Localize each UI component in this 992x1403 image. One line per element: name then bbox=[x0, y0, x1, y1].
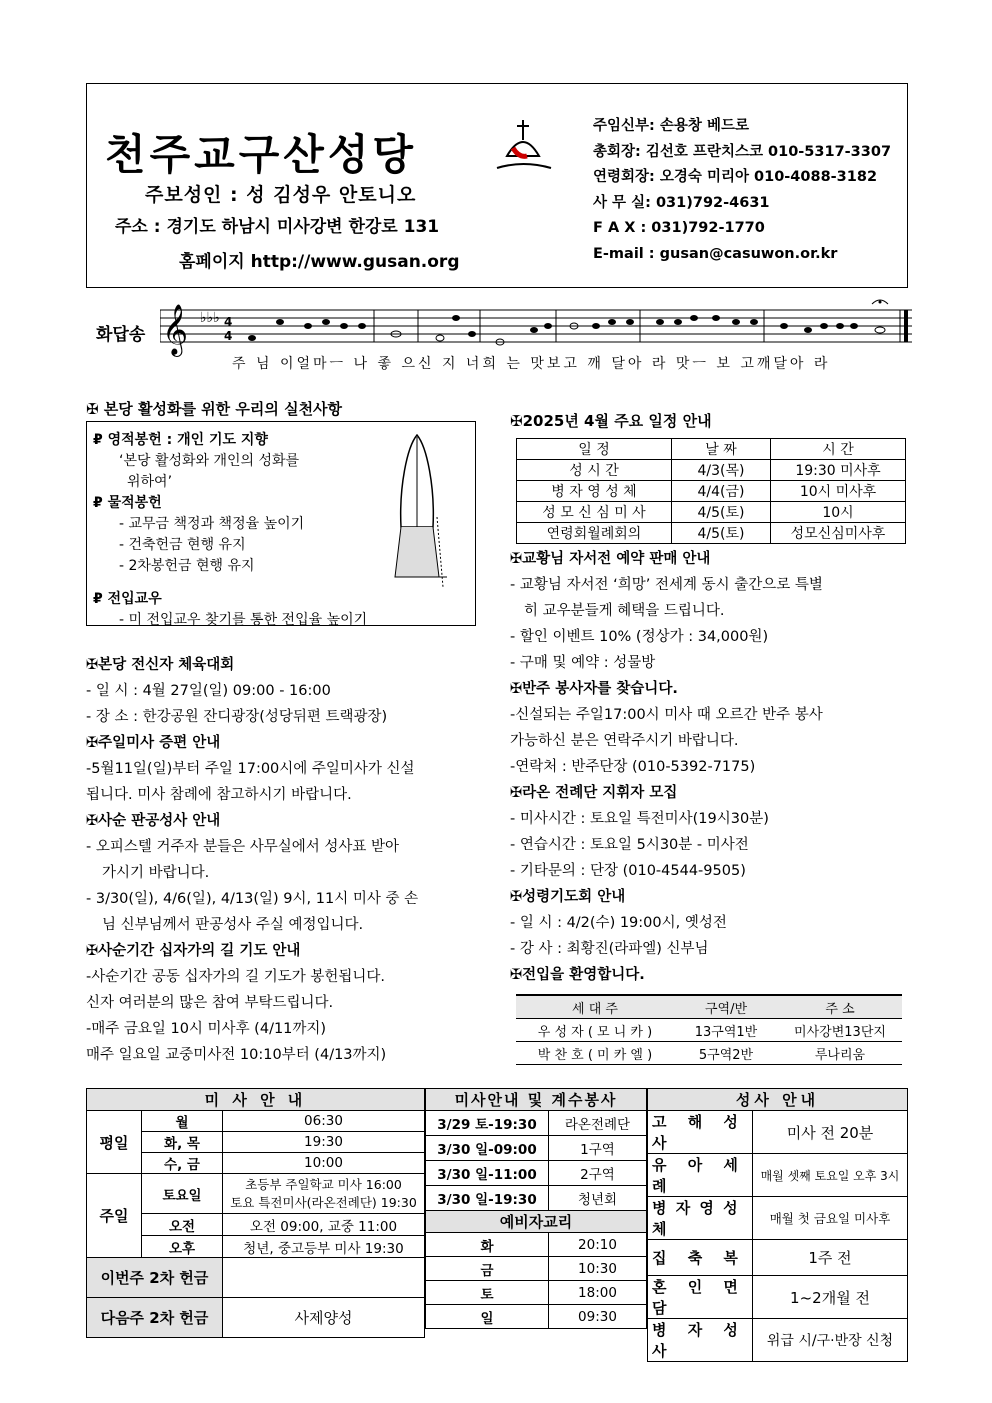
material-offering: 물적봉헌 bbox=[107, 495, 162, 511]
table-cell: 라온전례단 bbox=[549, 1111, 647, 1136]
church-title: 천주교구산성당 bbox=[105, 130, 418, 179]
notice-line: -신설되는 주일17:00시 미사 때 오르간 반주 봉사 bbox=[510, 707, 823, 723]
praying-hands-icon bbox=[377, 427, 457, 592]
notice-line: - 장 소 : 한강공원 잔디광장(성당뒤편 트랙광장) bbox=[86, 709, 388, 725]
table-cell: 3/30 일-19:30 bbox=[426, 1186, 549, 1211]
table-cell: 09:30 bbox=[549, 1305, 647, 1329]
cross-icon: ✠ bbox=[86, 735, 99, 751]
table-cell bbox=[223, 1258, 425, 1298]
svg-text:♭♭♭: ♭♭♭ bbox=[200, 310, 220, 326]
cross-icon: ✠ bbox=[510, 681, 523, 697]
table-cell: 연령회월례회의 bbox=[517, 523, 672, 544]
table-cell: 1주 전 bbox=[753, 1240, 908, 1276]
table-cell: 위급 시/구·반장 신청 bbox=[753, 1319, 908, 1362]
table-cell: 토 bbox=[426, 1281, 549, 1305]
notice-line: 매주 일요일 교중미사전 10:10부터 (4/13까지) bbox=[86, 1047, 387, 1063]
table-cell: 4/5(토) bbox=[672, 502, 771, 523]
table-cell: 유 아 세 례 bbox=[648, 1154, 753, 1197]
table-row bbox=[517, 502, 906, 523]
notice-line: - 일 시 : 4월 27일(일) 09:00 - 16:00 bbox=[86, 683, 331, 699]
table-cell: 토요일 bbox=[142, 1174, 223, 1214]
pope-book-heading: ✠교황님 자서전 예약 판매 안내 bbox=[510, 551, 711, 567]
conductor-heading: ✠라온 전례단 지휘자 모집 bbox=[510, 785, 678, 801]
table-cell: 미사 전 20분 bbox=[753, 1111, 908, 1154]
contact-list bbox=[593, 114, 891, 267]
notice-line: - 연습시간 : 토요일 5시30분 - 미사전 bbox=[510, 837, 749, 853]
bulletin-header bbox=[86, 83, 908, 288]
cross-icon: ✠ bbox=[510, 889, 523, 905]
welcome-heading: ✠전입을 환영합니다. bbox=[510, 967, 645, 983]
lent-confession-heading: ✠사순 판공성사 안내 bbox=[86, 813, 221, 829]
notice-line: - 미사시간 : 토요일 특전미사(19시30분) bbox=[510, 811, 769, 827]
table-cell: 오전 09:00, 교중 11:00 bbox=[223, 1214, 425, 1236]
table-cell: 19:30 미사후 bbox=[771, 460, 906, 481]
table-row bbox=[516, 1042, 902, 1065]
practice-line: - 2차봉헌금 현행 유지 bbox=[119, 558, 255, 574]
practice-line: - 건축헌금 현행 유지 bbox=[119, 537, 246, 553]
table-cell: 수, 금 bbox=[142, 1153, 223, 1174]
table-cell: 3/29 토-19:30 bbox=[426, 1111, 549, 1136]
column-header: 일 정 bbox=[517, 439, 672, 460]
table-cell: 10시 bbox=[771, 502, 906, 523]
notice-line: 신자 여러분의 많은 참여 부탁드립니다. bbox=[86, 995, 334, 1011]
notice-line: 됩니다. 미사 참례에 참고하시기 바랍니다. bbox=[86, 787, 352, 803]
table-cell: 청년회 bbox=[549, 1186, 647, 1211]
mass-table bbox=[86, 1088, 425, 1338]
table-header bbox=[517, 439, 906, 460]
catechumen-heading: 예비자교리 bbox=[426, 1211, 647, 1233]
table-row bbox=[517, 481, 906, 502]
svg-text:4: 4 bbox=[224, 315, 233, 329]
table-cell: 10:30 bbox=[549, 1257, 647, 1281]
cross-icon: ✠ bbox=[510, 785, 523, 801]
service-heading: 미사안내 및 계수봉사 bbox=[426, 1089, 647, 1111]
notice-line: -5월11일(일)부터 주일 17:00시에 주일미사가 신설 bbox=[86, 761, 415, 777]
table-cell: 18:00 bbox=[549, 1281, 647, 1305]
table-cell: 20:10 bbox=[549, 1233, 647, 1257]
table-cell: 3/30 일-09:00 bbox=[426, 1136, 549, 1161]
notice-line: -연락처 : 반주단장 (010-5392-7175) bbox=[510, 759, 756, 775]
cross-icon: ✠ bbox=[510, 412, 523, 430]
newcomer-table bbox=[516, 994, 902, 1065]
notice-line: -매주 금요일 10시 미사후 (4/11까지) bbox=[86, 1021, 327, 1037]
office-phone: 사 무 실: 031)792-4631 bbox=[593, 194, 770, 211]
notice-line: 가능하신 분은 연락주시기 바랍니다. bbox=[510, 733, 739, 749]
practice-line: ‘본당 활성화와 개인의 성화를 bbox=[119, 453, 300, 469]
table-cell: 성 모 신 심 미 사 bbox=[517, 502, 672, 523]
notice-line: - 할인 이벤트 10% (정상가 : 34,000원) bbox=[510, 629, 769, 645]
psalm-label: 화답송 bbox=[96, 325, 146, 345]
table-cell: 2구역 bbox=[549, 1161, 647, 1186]
notice-line: - 기타문의 : 단장 (010-4544-9505) bbox=[510, 863, 746, 879]
table-cell: 10:00 bbox=[223, 1153, 425, 1174]
homepage-link[interactable]: 홈페이지 http://www.gusan.org bbox=[179, 252, 460, 272]
notice-line: - 일 시 : 4/2(수) 19:00시, 옛성전 bbox=[510, 915, 727, 931]
table-cell: 미사강변13단지 bbox=[778, 1019, 902, 1042]
schedule-heading: ✠2025년 4월 주요 일정 안내 bbox=[510, 412, 712, 430]
table-cell: 오전 bbox=[142, 1214, 223, 1236]
column-header: 날 짜 bbox=[672, 439, 771, 460]
notice-line: -사순기간 공동 십자가의 길 기도가 봉헌됩니다. bbox=[86, 969, 386, 985]
patron-saint: 주보성인 : 성 김성우 안토니오 bbox=[145, 184, 417, 206]
sunday-label: 주일 bbox=[87, 1174, 142, 1258]
table-cell: 화, 목 bbox=[142, 1132, 223, 1153]
church-logo-icon bbox=[493, 116, 553, 176]
notice-line: - 3/30(일), 4/6(일), 4/13(일) 9시, 11시 미사 중 손 bbox=[86, 891, 419, 907]
notice-line: 가시기 바랍니다. bbox=[102, 865, 210, 881]
prayer-meeting-heading: ✠성령기도회 안내 bbox=[510, 889, 626, 905]
notice-line: 님 신부님께서 판공성사 주실 예정입니다. bbox=[102, 917, 364, 933]
table-cell: 박 찬 호 ( 미 카 엘 ) bbox=[516, 1042, 674, 1065]
table-cell: 월 bbox=[142, 1111, 223, 1132]
left-sections bbox=[86, 652, 486, 1068]
email-address[interactable]: E-mail : gusan@casuwon.or.kr bbox=[593, 245, 838, 262]
service-table bbox=[425, 1088, 647, 1329]
sacrament-table bbox=[647, 1088, 908, 1362]
cross-icon: ✠ bbox=[86, 400, 104, 418]
table-cell: 1~2개월 전 bbox=[753, 1276, 908, 1319]
practice-line: 위하여’ bbox=[127, 474, 173, 490]
right-sections bbox=[510, 546, 910, 988]
church-address: 주소 : 경기도 하남시 미사강변 한강로 131 bbox=[115, 217, 440, 237]
spiritual-offering: 영적봉헌 : 개인 기도 지향 bbox=[107, 432, 268, 448]
table-cell: 19:30 bbox=[223, 1132, 425, 1153]
cross-icon: ✠ bbox=[86, 657, 99, 673]
column-header: 세 대 주 bbox=[516, 995, 674, 1019]
practice-box bbox=[86, 421, 476, 626]
notice-line: - 교황님 자서전 ‘희망’ 전세계 동시 출간으로 특별 bbox=[510, 577, 823, 593]
table-cell: 청년, 중고등부 미사 19:30 bbox=[223, 1236, 425, 1258]
collection-next-week: 다음주 2차 헌금 bbox=[87, 1298, 223, 1338]
schedule-table bbox=[516, 438, 906, 544]
table-cell: 4/3(목) bbox=[672, 460, 771, 481]
table-cell: 고 해 성 사 bbox=[648, 1111, 753, 1154]
table-cell: 일 bbox=[426, 1305, 549, 1329]
cross-icon: ✠ bbox=[86, 813, 99, 829]
table-cell: 10시 미사후 bbox=[771, 481, 906, 502]
table-cell: 성 시 간 bbox=[517, 460, 672, 481]
table-cell: 오후 bbox=[142, 1236, 223, 1258]
table-cell: 매월 첫 금요일 미사후 bbox=[753, 1197, 908, 1240]
table-cell: 3/30 일-11:00 bbox=[426, 1161, 549, 1186]
fax-number: F A X : 031)792-1770 bbox=[593, 220, 765, 236]
sunday-mass-heading: ✠주일미사 증편 안내 bbox=[86, 735, 221, 751]
table-cell: 화 bbox=[426, 1233, 549, 1257]
practice-line: - 미 전입교우 찾기를 통한 전입율 높이기 bbox=[119, 612, 368, 628]
notice-line: 히 교우분들게 혜택을 드립니다. bbox=[524, 603, 725, 619]
table-cell: 5구역2반 bbox=[674, 1042, 778, 1065]
mass-heading: 미 사 안 내 bbox=[87, 1089, 425, 1111]
memorial-contact: 연령회장: 오경숙 미리아 010-4088-3182 bbox=[593, 169, 878, 185]
svg-text:𝄞: 𝄞 bbox=[162, 304, 189, 355]
psalm-lyrics: 주 님 이얼마ㅡ 나 좋 으신 지 너희 는 맛보고 깨 달아 라 맛ㅡ 보 고깨달아 라 bbox=[232, 356, 831, 372]
pastor-contact: 주임신부: 손용창 베드로 bbox=[593, 118, 749, 134]
sacrament-heading: 성사 안내 bbox=[648, 1089, 908, 1111]
organist-heading: ✠반주 봉사자를 찾습니다. bbox=[510, 681, 678, 697]
cross-icon: ✠ bbox=[86, 943, 99, 959]
notice-line: - 오피스텔 거주자 분들은 사무실에서 성사표 받아 bbox=[86, 839, 400, 855]
column-header: 주 소 bbox=[778, 995, 902, 1019]
table-cell: 매월 셋째 토요일 오후 3시 bbox=[753, 1154, 908, 1197]
won-icon: ₽ bbox=[93, 495, 108, 511]
practice-line: - 교무금 책정과 책정율 높이기 bbox=[119, 516, 305, 532]
notice-line: - 강 사 : 최황진(라파엘) 신부님 bbox=[510, 941, 709, 957]
table-cell: 사제양성 bbox=[223, 1298, 425, 1338]
table-cell: 4/4(금) bbox=[672, 481, 771, 502]
table-cell: 루나리움 bbox=[778, 1042, 902, 1065]
stations-cross-heading: ✠사순기간 십자가의 길 기도 안내 bbox=[86, 943, 301, 959]
sports-day-heading: ✠본당 전신자 체육대회 bbox=[86, 657, 235, 673]
table-cell: 병 자 영 성 체 bbox=[648, 1197, 753, 1240]
table-cell: 혼 인 면 담 bbox=[648, 1276, 753, 1319]
table-cell: 1구역 bbox=[549, 1136, 647, 1161]
cross-icon: ✠ bbox=[510, 967, 523, 983]
column-header: 구역/반 bbox=[674, 995, 778, 1019]
table-cell: 13구역1반 bbox=[674, 1019, 778, 1042]
weekday-label: 평일 bbox=[87, 1111, 142, 1174]
table-row bbox=[517, 523, 906, 544]
column-header: 시 간 bbox=[771, 439, 906, 460]
table-row bbox=[516, 1019, 902, 1042]
svg-text:4: 4 bbox=[224, 329, 233, 343]
president-contact: 총회장: 김선호 프란치스코 010-5317-3307 bbox=[593, 143, 892, 160]
notice-line: - 구매 및 예약 : 성물방 bbox=[510, 655, 656, 671]
transfer-members: 전입교우 bbox=[107, 591, 162, 607]
table-cell: 06:30 bbox=[223, 1111, 425, 1132]
table-cell: 병 자 성 사 bbox=[648, 1319, 753, 1362]
table-cell: 금 bbox=[426, 1257, 549, 1281]
table-row bbox=[517, 460, 906, 481]
table-cell: 우 성 자 ( 모 니 카 ) bbox=[516, 1019, 674, 1042]
table-cell: 집 축 복 bbox=[648, 1240, 753, 1276]
practice-heading: ✠ 본당 활성화를 위한 우리의 실천사항 bbox=[86, 400, 343, 418]
cross-icon: ✠ bbox=[510, 551, 523, 567]
table-cell: 4/5(토) bbox=[672, 523, 771, 544]
table-cell: 초등부 주일학교 미사 16:00 토요 특전미사(라온전례단) 19:30 bbox=[223, 1174, 425, 1214]
table-cell: 병 자 영 성 체 bbox=[517, 481, 672, 502]
collection-this-week: 이번주 2차 헌금 bbox=[87, 1258, 223, 1298]
table-cell: 성모신심미사후 bbox=[771, 523, 906, 544]
won-icon: ₽ bbox=[93, 591, 108, 607]
table-header bbox=[516, 995, 902, 1019]
won-icon: ₽ bbox=[93, 432, 108, 448]
